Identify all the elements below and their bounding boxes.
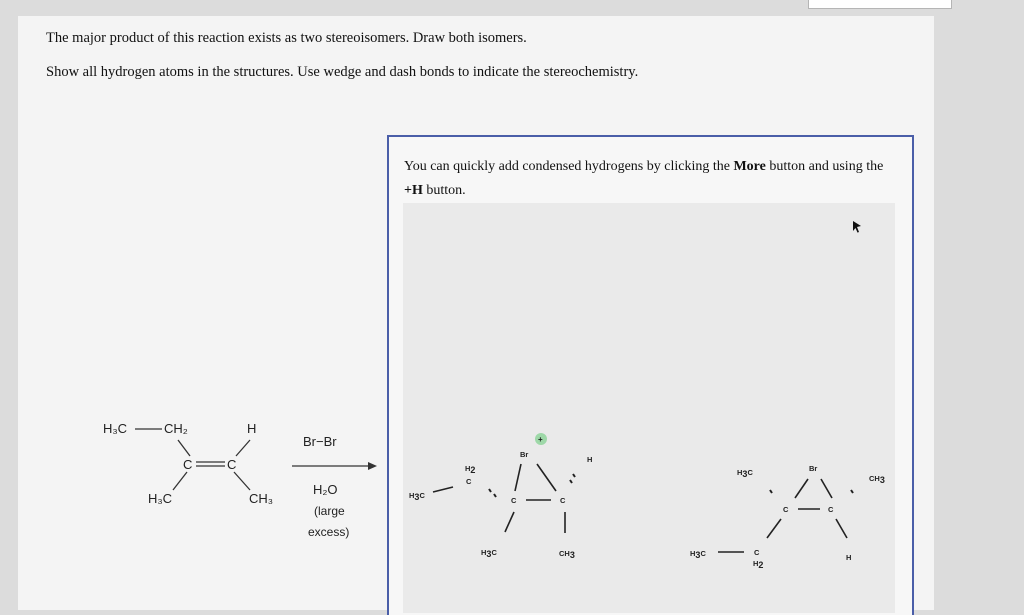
d1-bond-methyl	[433, 487, 453, 492]
d1-c-top: C	[466, 477, 472, 486]
reactant-c2: C	[227, 457, 237, 472]
bond-c2-ch3	[234, 472, 250, 490]
reactant-h3c-top: H₃C	[103, 421, 128, 436]
d1-bond-br-cl	[515, 464, 521, 491]
condition-line-1: (large	[314, 504, 345, 518]
condition-line-2: excess)	[308, 525, 350, 539]
student-structure-1	[409, 433, 592, 560]
hint-plus-h-label: +H	[404, 183, 423, 198]
d1-h3c-bottom: H3C	[481, 548, 497, 559]
hint-suffix: button.	[422, 183, 466, 198]
reaction-arrow-group	[292, 434, 377, 539]
hint-middle: button and using the	[765, 159, 884, 174]
d2-h3c-bottom: H3C	[690, 549, 706, 560]
d2-c-left: C	[783, 505, 789, 514]
d1-h2-label: H2	[465, 464, 476, 475]
d2-dash-2	[851, 490, 853, 493]
d2-c-right: C	[828, 505, 834, 514]
bond-h-c2	[236, 440, 250, 456]
d1-dash-1	[489, 489, 491, 492]
d2-bond-br-cr	[821, 479, 832, 498]
d1-br: Br	[520, 450, 529, 459]
question-line-1: The major product of this reaction exists as two stereoisomers. Draw both isomers.	[46, 30, 527, 46]
d2-bond-cr-h	[836, 519, 847, 538]
d1-dash-2	[494, 494, 496, 497]
charge-plus: +	[538, 435, 543, 444]
d2-c-low: C	[754, 548, 760, 557]
d1-c-right: C	[560, 496, 566, 505]
d2-h3c-top: H3C	[737, 468, 753, 479]
reagent-water: H₂O	[313, 482, 338, 497]
d2-bond-cl-c	[767, 519, 781, 538]
reactant-ch2: CH₂	[164, 421, 188, 436]
d2-ch3: CH3	[869, 474, 885, 485]
d2-h: H	[846, 553, 852, 562]
d1-dash-3	[573, 474, 575, 477]
reagent-br2: Br−Br	[303, 434, 337, 449]
d1-ch3-bottom: CH3	[559, 549, 575, 560]
d1-h: H	[587, 455, 593, 464]
d1-bond-br-cr	[537, 464, 556, 491]
d1-h3c-label: H3C	[409, 491, 425, 502]
d2-bond-br-cl	[795, 479, 808, 498]
bond-c1-ch3	[173, 472, 187, 490]
d1-c-left: C	[511, 496, 517, 505]
hint-more-label: More	[733, 159, 766, 174]
d1-bond-cl-ch3	[505, 512, 514, 532]
d2-br: Br	[809, 464, 818, 473]
question-line-2: Show all hydrogen atoms in the structures. Use wedge and dash bonds to indicate the stereochemistry.	[46, 64, 639, 80]
d1-dash-4	[570, 480, 572, 483]
d2-dash-1	[770, 490, 772, 493]
reactant-structure	[103, 421, 273, 506]
reactant-c1: C	[183, 457, 193, 472]
student-structure-2	[690, 464, 885, 570]
reactant-ch3: CH₃	[249, 491, 274, 506]
bond-ch2-c1	[178, 440, 190, 456]
hint-prefix: You can quickly add condensed hydrogens by clicking the	[404, 159, 734, 174]
d2-h2: H2	[753, 559, 764, 570]
arrow-head-icon	[368, 462, 377, 470]
reactant-h-top: H	[247, 421, 257, 436]
reactant-h3c-bottom: H₃C	[148, 491, 173, 506]
